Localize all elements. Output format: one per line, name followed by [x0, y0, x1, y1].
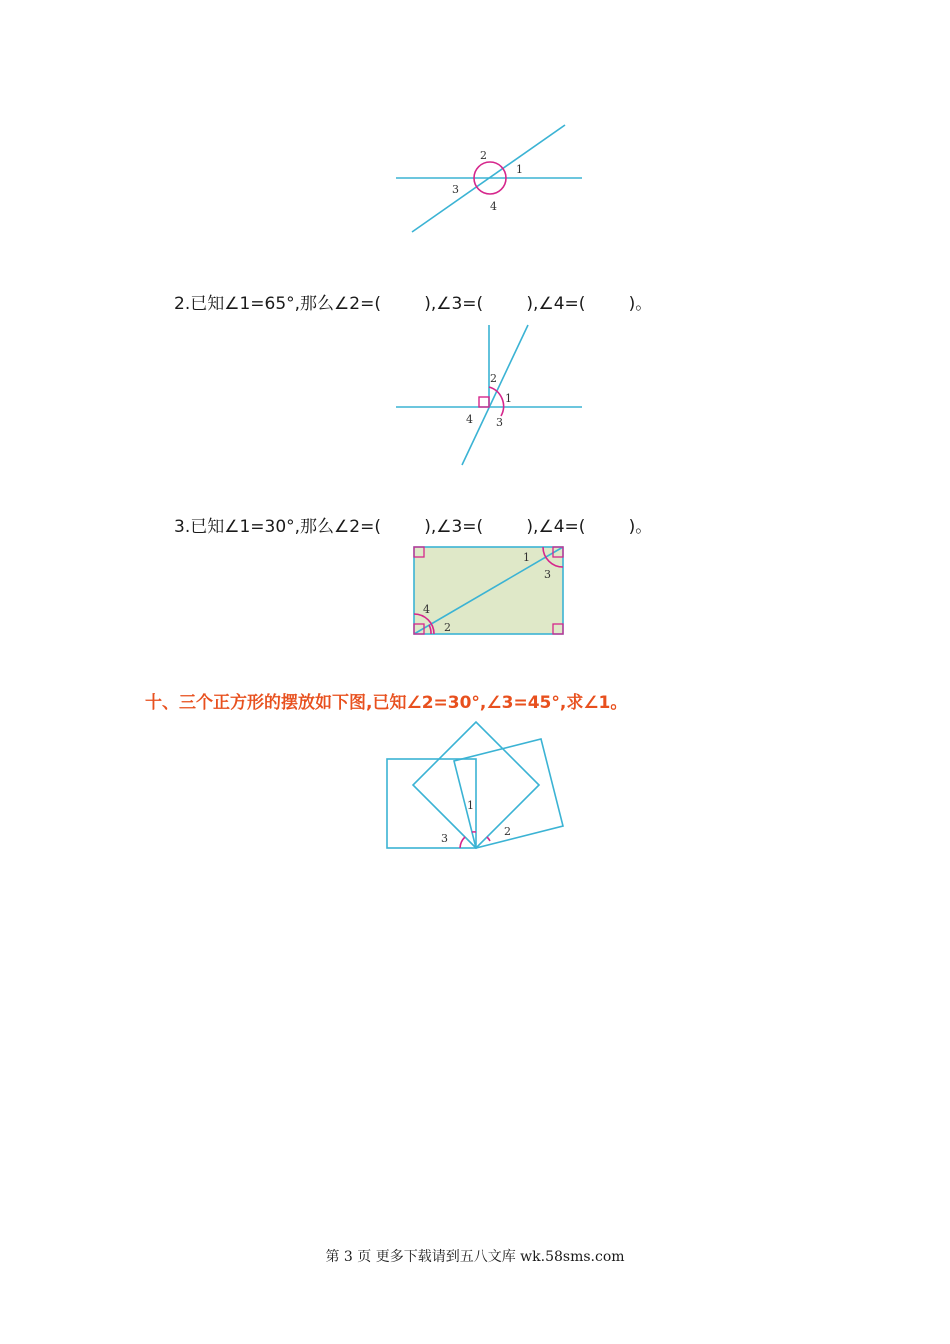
slanted-line: [462, 325, 528, 465]
figure-rectangle-diagonal: [410, 543, 570, 640]
angle-label-4: 4: [423, 603, 430, 616]
question-3: 3.已知∠1=30°,那么∠2=( ),∠3=( ),∠4=( )。: [174, 517, 653, 537]
angle-label-4: 4: [466, 413, 473, 426]
right-angle-mark: [479, 397, 489, 407]
angle-label-1: 1: [516, 163, 523, 176]
angle-label-3: 3: [452, 183, 459, 196]
angle-arc-2: [487, 837, 490, 841]
angle-label-1: 1: [505, 392, 512, 405]
angle-label-3: 3: [496, 416, 503, 429]
question-10: 十、三个正方形的摆放如下图,已知∠2=30°,∠3=45°,求∠1。: [145, 693, 628, 713]
page-footer: 第 3 页 更多下载请到五八文库 wk.58sms.com: [325, 1249, 625, 1265]
figure-three-squares: [380, 718, 570, 854]
angle-label-3: 3: [441, 832, 448, 845]
figure-intersecting-lines-2: [380, 320, 600, 470]
figure-intersecting-lines-1: [380, 115, 600, 240]
angle-label-1: 1: [467, 799, 474, 812]
question-2: 2.已知∠1=65°,那么∠2=( ),∠3=( ),∠4=( )。: [174, 294, 653, 314]
angle-label-4: 4: [490, 200, 497, 213]
angle-arc-3: [460, 837, 465, 848]
angle-label-1: 1: [523, 551, 530, 564]
angle-label-2: 2: [504, 825, 511, 838]
angle-label-2: 2: [444, 621, 451, 634]
angle-label-2: 2: [480, 149, 487, 162]
angle-label-3: 3: [544, 568, 551, 581]
angle-label-2: 2: [490, 372, 497, 385]
